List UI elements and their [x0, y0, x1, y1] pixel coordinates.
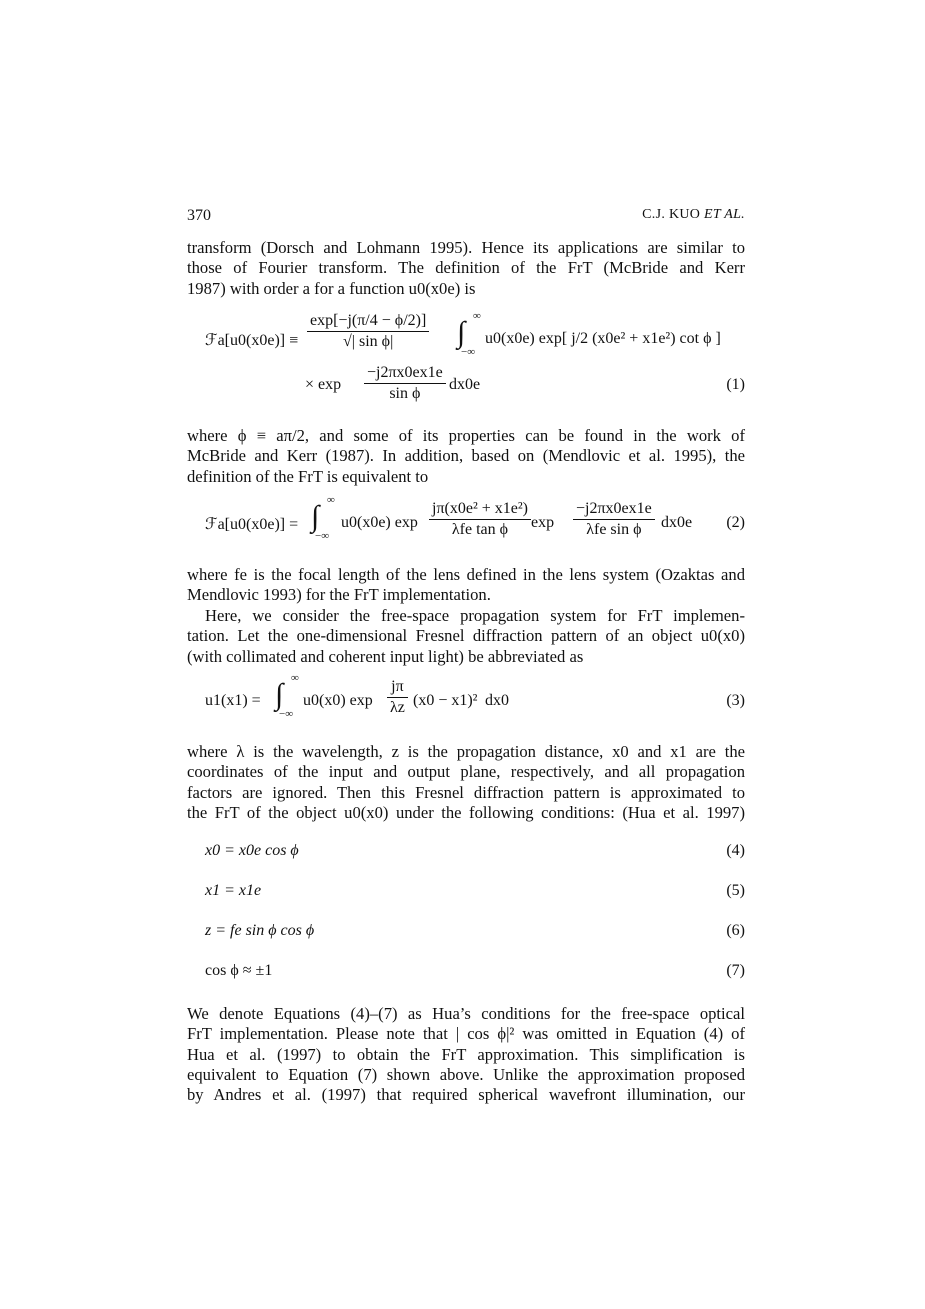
- equation-number-2: (2): [726, 514, 745, 531]
- eq2-fraction-2: [573, 500, 655, 539]
- eq1-integrand: u0(x0e) exp[ j/2 (x0e² + x1e²) cot ϕ ]: [485, 330, 721, 347]
- running-head: C.J. KUO ET AL.: [642, 207, 745, 222]
- eq2-numerator-1: jπ(x0e² + x1e²): [429, 500, 531, 520]
- eq4-text: x0 = x0e cos ϕ: [205, 842, 299, 859]
- equation-5: [187, 882, 745, 904]
- text-line: 1987) with order a for a function u0(x0e) is: [187, 278, 476, 298]
- equation-1-line-1: [187, 312, 745, 372]
- eq1-denominator: √| sin ϕ|: [343, 333, 394, 350]
- text-line: equivalent to Equation (7) shown above. Unlike the approximation proposed: [187, 1064, 745, 1084]
- text-line: definition of the FrT is equivalent to: [187, 466, 429, 486]
- text-line: tation. Let the one-dimensional Fresnel diffraction pattern of an object u0(x0): [187, 626, 745, 646]
- paragraph-free-space: [187, 606, 745, 667]
- equation-1-line-2: [187, 364, 745, 408]
- equation-7: [187, 962, 745, 984]
- eq1-fraction: [307, 312, 429, 351]
- eq3-lhs: u1(x1) =: [205, 692, 261, 709]
- eq3-denominator: λz: [390, 699, 405, 716]
- equation-number-5: (5): [726, 882, 745, 899]
- eq1-line2-pre: × exp: [305, 376, 342, 393]
- integral-sign: ∫ ∞ −∞: [275, 672, 299, 720]
- equation-3: [187, 672, 745, 726]
- paragraph-hua-conditions: [187, 1004, 745, 1105]
- paragraph-wavelength: [187, 742, 745, 823]
- text-line: We denote Equations (4)–(7) as Hua’s conditions for the free-space optical: [187, 1004, 745, 1023]
- eq1-lhs: ℱa[u0(x0e)] ≡: [205, 332, 299, 349]
- eq3-post: dx0: [485, 692, 509, 709]
- text-line: by Andres et al. (1997) that required spherical wavefront illumination, our: [187, 1085, 745, 1105]
- eq2-numerator-2: −j2πx0ex1e: [573, 500, 655, 520]
- eq2-denominator-2: λfe sin ϕ: [586, 521, 642, 538]
- text-line: coordinates of the input and output plane, respectively, and all propagation: [187, 762, 745, 782]
- text-line: transform (Dorsch and Lohmann 1995). Hence its applications are similar to: [187, 238, 745, 257]
- paragraph-intro: [187, 238, 745, 299]
- text-line: where ϕ ≡ aπ/2, and some of its properties can be found in the work of: [187, 426, 745, 445]
- equation-4: [187, 842, 745, 864]
- eq3-fraction: [387, 678, 408, 717]
- text-line: McBride and Kerr (1987). In addition, based on (Mendlovic et al. 1995), the: [187, 446, 745, 466]
- integral-sign: ∫ ∞ −∞: [457, 310, 481, 358]
- eq1-line2-post: dx0e: [449, 376, 481, 393]
- eq2-post: dx0e: [661, 514, 693, 531]
- eq2-body-2: exp: [531, 514, 555, 531]
- eq3-body: u0(x0) exp: [303, 692, 373, 709]
- equation-number-6: (6): [726, 922, 745, 939]
- equation-number-4: (4): [726, 842, 745, 859]
- eq3-numerator: jπ: [387, 678, 408, 698]
- text-line: where λ is the wavelength, z is the propagation distance, x0 and x1 are the: [187, 742, 745, 761]
- paragraph-properties: [187, 426, 745, 487]
- eq2-fraction-1: [429, 500, 531, 539]
- equation-2: [187, 494, 745, 550]
- text-line: FrT implementation. Please note that | cos ϕ|² was omitted in Equation (4) of: [187, 1024, 745, 1044]
- equation-number-1: (1): [726, 376, 745, 393]
- integral-sign: ∫ ∞ −∞: [311, 494, 335, 542]
- text-line: Mendlovic 1993) for the FrT implementation.: [187, 585, 491, 605]
- text-line: where fe is the focal length of the lens defined in the lens system (Ozaktas and: [187, 565, 745, 584]
- eq1-line2-fraction: [364, 364, 446, 403]
- eq7-text: cos ϕ ≈ ±1: [205, 962, 273, 979]
- equation-number-7: (7): [726, 962, 745, 979]
- eq5-text: x1 = x1e: [205, 882, 262, 899]
- equation-6: [187, 922, 745, 944]
- eq1-numerator: exp[−j(π/4 − ϕ/2)]: [307, 312, 429, 332]
- eq6-text: z = fe sin ϕ cos ϕ: [205, 922, 315, 939]
- eq1-line2-denominator: sin ϕ: [389, 385, 421, 402]
- eq2-denominator-1: λfe tan ϕ: [451, 521, 509, 538]
- text-line: those of Fourier transform. The definition of the FrT (McBride and Kerr: [187, 258, 745, 278]
- paragraph-focal-length: [187, 565, 745, 606]
- text-line: Hua et al. (1997) to obtain the FrT approximation. This simplification is: [187, 1044, 745, 1064]
- page-header: [187, 207, 745, 229]
- page-number: 370: [187, 207, 211, 224]
- text-line: (with collimated and coherent input light) be abbreviated as: [187, 646, 584, 666]
- eq2-lhs: ℱa[u0(x0e)] =: [205, 516, 299, 533]
- eq1-line2-numerator: −j2πx0ex1e: [364, 364, 446, 384]
- text-line: factors are ignored. Then this Fresnel diffraction pattern is approximated to: [187, 782, 745, 802]
- eq2-body-1: u0(x0e) exp: [341, 514, 418, 531]
- text-line: Here, we consider the free-space propagation system for FrT implemen-: [205, 606, 745, 625]
- text-line: the FrT of the object u0(x0) under the following conditions: (Hua et al. 1997): [187, 802, 745, 822]
- eq3-inner: (x0 − x1)²: [413, 692, 478, 709]
- equation-number-3: (3): [726, 692, 745, 709]
